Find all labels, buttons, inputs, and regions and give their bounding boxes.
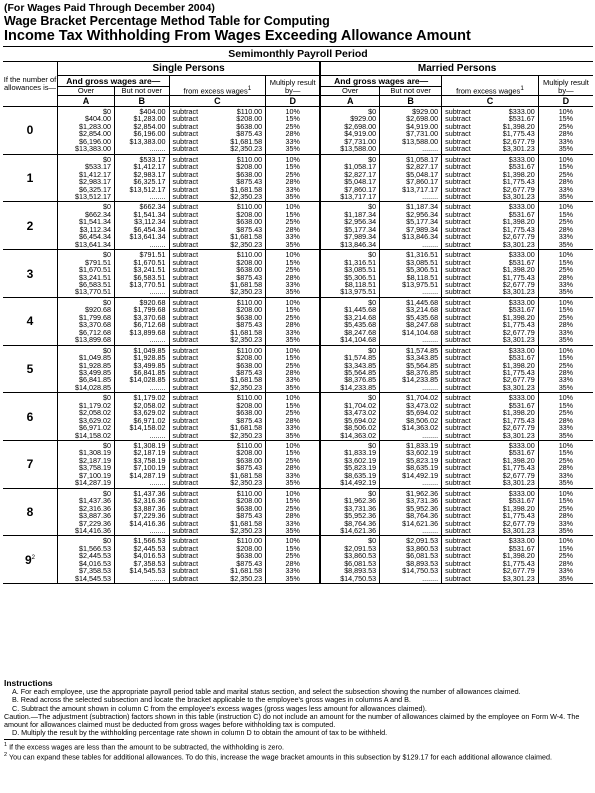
- allowance-number: 4: [26, 314, 34, 329]
- married-not-over-values: [380, 107, 442, 155]
- married-subtract-values: [442, 536, 539, 584]
- married-not-over-values: [380, 250, 442, 298]
- single-over-values: $0 $533.17 $1,412.17 $2,983.17 $6,325.17 $13,512.17: [58, 154, 115, 202]
- allowance-block: [3, 202, 593, 250]
- married-not-over-values: [380, 345, 442, 393]
- col-b-letter: B: [115, 96, 170, 107]
- married-not-over-list: $1,833.19 $3,602.19 $5,823.19 $8,635.19 $14,492.19: [402, 441, 439, 480]
- single-not-over-values: [115, 441, 170, 489]
- married-not-over-values: [380, 154, 442, 202]
- single-not-over-values: [115, 154, 170, 202]
- single-not-over-values: [115, 107, 170, 155]
- married-rate-values: 10% 15% 25% 28% 33% 35%: [538, 202, 593, 250]
- married-subtract-amounts: $333.00 $531.67 $1,398.20 $1,775.43 $2,677.79 $3,301.23: [502, 488, 535, 536]
- married-subtract-amounts: $333.00 $531.67 $1,398.20 $1,775.43 $2,677.79 $3,301.23: [502, 536, 535, 583]
- allowance-number: 1: [26, 171, 34, 186]
- single-over-values: $0 $1,049.85 $1,928.85 $3,499.85 $6,841.85 $14,028.85: [58, 345, 115, 393]
- subtract-words: subtract subtract subtract subtract subtract subtract: [445, 107, 471, 154]
- married-over-values: $0 $1,833.19 $3,602.19 $5,823.19 $8,635.19 $14,492.19: [320, 441, 379, 489]
- subtract-words: subtract subtract subtract subtract subtract subtract: [445, 393, 471, 440]
- single-subtract-amounts: $110.00 $208.00 $638.00 $875.43 $1,681.58 $2,350.23: [230, 488, 263, 536]
- single-subtract-amounts: $110.00 $208.00 $638.00 $875.43 $1,681.58 $2,350.23: [230, 536, 263, 583]
- single-rate-values: 10% 15% 25% 28% 33% 35%: [266, 107, 321, 155]
- allowance-number: 8: [26, 505, 34, 520]
- married-subtract-amounts: $333.00 $531.67 $1,398.20 $1,775.43 $2,677.79 $3,301.23: [502, 202, 535, 249]
- allowance-count: [3, 345, 58, 393]
- married-rate-values: 10% 15% 25% 28% 33% 35%: [538, 393, 593, 441]
- single-not-over-values: [115, 250, 170, 298]
- married-not-over-values: [380, 441, 442, 489]
- single-over-header: Over: [58, 87, 115, 96]
- married-over-values: $0 $1,316.51 $3,085.51 $5,306.51 $8,118.51 $13,975.51: [320, 250, 379, 298]
- married-from-excess-header: [442, 76, 539, 96]
- subtract-words: subtract subtract subtract subtract subtract subtract: [172, 345, 199, 392]
- married-subtract-amounts: $333.00 $531.67 $1,398.20 $1,775.43 $2,677.79 $3,301.23: [502, 107, 535, 154]
- married-over-values: $0 $1,187.34 $2,956.34 $5,177.34 $7,989.34 $13,846.34: [320, 202, 379, 250]
- single-rate-values: 10% 15% 25% 28% 33% 35%: [266, 154, 321, 202]
- single-not-over-values: [115, 202, 170, 250]
- open-ended-dots: ........: [149, 478, 166, 488]
- open-ended-dots: ........: [422, 478, 439, 488]
- open-ended-dots: ........: [422, 573, 439, 583]
- single-subtract-values: [169, 393, 266, 441]
- allowance-count: [3, 536, 58, 584]
- married-subtract-amounts: $333.00 $531.67 $1,398.20 $1,775.43 $2,677.79 $3,301.23: [502, 393, 535, 440]
- footnote-2-marker: 2: [4, 752, 8, 759]
- single-not-over-list: $404.00 $1,283.00 $2,854.00 $6,196.00 $13,383.00: [129, 107, 166, 146]
- footnote-marker: 1: [520, 84, 524, 92]
- married-not-over-values: [380, 297, 442, 345]
- col-c-letter: C: [442, 96, 539, 107]
- married-over-values: $0 $1,704.02 $3,473.02 $5,694.02 $8,506.02 $14,363.02: [320, 393, 379, 441]
- single-over-values: $0 $1,566.53 $2,445.53 $4,016.53 $7,358.53 $14,545.53: [58, 536, 115, 584]
- married-not-over-values: [380, 202, 442, 250]
- subtract-words: subtract subtract subtract subtract subtract subtract: [172, 441, 199, 488]
- single-rate-values: 10% 15% 25% 28% 33% 35%: [266, 441, 321, 489]
- instruction-b: B. Read across the selected subsection and locate the bracket applicable to the employee's gross wages in columns A and B.: [12, 695, 411, 705]
- married-not-over-list: $1,187.34 $2,956.34 $5,177.34 $7,989.34 $13,846.34: [402, 202, 439, 242]
- married-over-values: $0 $1,058.17 $2,827.17 $5,048.17 $7,860.17 $13,717.17: [320, 154, 379, 202]
- single-not-over-values: [115, 393, 170, 441]
- married-subtract-values: [442, 250, 539, 298]
- married-not-over-list: $1,445.68 $3,214.68 $5,435.68 $8,247.68 $14,104.68: [402, 297, 439, 337]
- single-not-over-list: $1,308.19 $2,187.19 $3,758.19 $7,100.19 $14,287.19: [129, 441, 166, 480]
- married-subtract-values: [442, 202, 539, 250]
- married-not-over-values: [380, 536, 442, 584]
- married-subtract-values: [442, 154, 539, 202]
- single-over-values: $0 $791.51 $1,670.51 $3,241.51 $6,583.51 $13,770.51: [58, 250, 115, 298]
- col-d-letter: D: [538, 96, 593, 107]
- subtract-words: subtract subtract subtract subtract subtract subtract: [172, 202, 199, 249]
- married-subtract-values: [442, 488, 539, 536]
- single-not-over-list: $1,566.53 $2,445.53 $4,016.53 $7,358.53 $14,545.53: [129, 536, 166, 576]
- open-ended-dots: ........: [149, 287, 166, 297]
- married-over-values: $0 $2,091.53 $3,860.53 $6,081.53 $8,893.53 $14,750.53: [320, 536, 379, 584]
- married-over-values: $0 $929.00 $2,698.00 $4,919.00 $7,731.00 $13,588.00: [320, 107, 379, 155]
- married-over-values: $0 $1,962.36 $3,731.36 $5,952.36 $8,764.36 $14,621.36: [320, 488, 379, 536]
- single-rate-values: 10% 15% 25% 28% 33% 35%: [266, 345, 321, 393]
- single-not-over-list: $920.68 $1,799.68 $3,370.68 $6,712.68 $13,899.68: [129, 297, 166, 337]
- married-over-header: Over: [320, 87, 379, 96]
- col-a-letter: A: [320, 96, 379, 107]
- from-excess-label: from excess wages: [456, 86, 521, 95]
- header-subtitle: Wage Bracket Percentage Method Table for Computing: [4, 14, 330, 28]
- married-rate-values: 10% 15% 25% 28% 33% 35%: [538, 107, 593, 155]
- allowance-number: 2: [26, 218, 34, 233]
- allowance-block: [3, 345, 593, 393]
- single-rate-values: 10% 15% 25% 28% 33% 35%: [266, 250, 321, 298]
- single-over-values: $0 $1,437.36 $2,316.36 $3,887.36 $7,229.36 $14,416.36: [58, 488, 115, 536]
- married-subtract-amounts: $333.00 $531.67 $1,398.20 $1,775.43 $2,677.79 $3,301.23: [502, 345, 535, 392]
- subtract-words: subtract subtract subtract subtract subtract subtract: [445, 345, 471, 392]
- open-ended-dots: ........: [149, 430, 166, 440]
- footnote-marker: 2: [31, 554, 36, 561]
- married-over-values: $0 $1,445.68 $3,214.68 $5,435.68 $8,247.68 $14,104.68: [320, 297, 379, 345]
- subtract-words: subtract subtract subtract subtract subtract subtract: [445, 297, 471, 345]
- withholding-table: [3, 46, 593, 584]
- single-subtract-values: [169, 441, 266, 489]
- open-ended-dots: ........: [149, 573, 166, 583]
- allowance-block: [3, 250, 593, 298]
- instruction-c: C. Subtract the amount shown in column C from the employee's excess wages (gross wages less amount for allowances claimed).: [12, 703, 427, 713]
- col-d-letter: D: [266, 96, 321, 107]
- married-rate-values: 10% 15% 25% 28% 33% 35%: [538, 441, 593, 489]
- open-ended-dots: ........: [149, 335, 166, 345]
- single-not-over-values: [115, 345, 170, 393]
- allowance-number: 5: [26, 361, 34, 376]
- married-rate-values: 10% 15% 25% 28% 33% 35%: [538, 345, 593, 393]
- single-subtract-amounts: $110.00 $208.00 $638.00 $875.43 $1,681.58 $2,350.23: [230, 297, 263, 345]
- open-ended-dots: ........: [149, 382, 166, 392]
- open-ended-dots: ........: [422, 382, 439, 392]
- married-rate-values: 10% 15% 25% 28% 33% 35%: [538, 154, 593, 202]
- allowance-number: 9: [24, 552, 32, 567]
- married-persons-header: Married Persons: [320, 62, 593, 76]
- footnote-1-text: If the excess wages are less than the amount to be subtracted, the withholding is zero.: [9, 742, 284, 752]
- single-not-over-list: $1,179.02 $2,058.02 $3,629.02 $6,971.02 $14,158.02: [129, 393, 166, 433]
- married-subtract-values: [442, 345, 539, 393]
- single-subtract-amounts: $110.00 $208.00 $638.00 $875.43 $1,681.58 $2,350.23: [230, 202, 263, 249]
- single-over-values: $0 $1,308.19 $2,187.19 $3,758.19 $7,100.19 $14,287.19: [58, 441, 115, 489]
- single-subtract-values: [169, 345, 266, 393]
- allowance-count: [3, 250, 58, 298]
- allowance-block: [3, 393, 593, 441]
- single-gross-wages-header: And gross wages are—: [58, 76, 170, 87]
- allowance-block: [3, 107, 593, 155]
- open-ended-dots: ........: [149, 144, 166, 154]
- single-subtract-values: [169, 536, 266, 584]
- single-over-values: $0 $920.68 $1,799.68 $3,370.68 $6,712.68 $13,899.68: [58, 297, 115, 345]
- header-title: Income Tax Withholding From Wages Exceeding Allowance Amount: [4, 28, 471, 44]
- single-subtract-values: [169, 107, 266, 155]
- instructions-section: [4, 678, 592, 762]
- col-c-letter: C: [169, 96, 266, 107]
- subtract-words: subtract subtract subtract subtract subtract subtract: [445, 202, 471, 249]
- subtract-words: subtract subtract subtract subtract subtract subtract: [172, 250, 199, 297]
- married-rate-values: 10% 15% 25% 28% 33% 35%: [538, 536, 593, 584]
- single-not-over-values: [115, 488, 170, 536]
- col-a-letter: A: [58, 96, 115, 107]
- married-subtract-values: [442, 441, 539, 489]
- single-persons-header: Single Persons: [58, 62, 321, 76]
- allowance-blocks: [3, 107, 593, 584]
- single-subtract-values: [169, 488, 266, 536]
- married-not-over-list: $1,962.36 $3,731.36 $5,952.36 $8,764.36 $14,621.36: [402, 488, 439, 528]
- single-subtract-amounts: $110.00 $208.00 $638.00 $875.43 $1,681.58 $2,350.23: [230, 107, 263, 154]
- single-not-over-list: $791.51 $1,670.51 $3,241.51 $6,583.51 $13,770.51: [129, 250, 166, 289]
- allowance-number: 7: [26, 457, 34, 472]
- instruction-d: D. Multiply the result by the withholding percentage rate shown in column D to obtain the amount of tax to be withheld.: [12, 728, 388, 738]
- allowance-count: [3, 488, 58, 536]
- subtract-words: subtract subtract subtract subtract subtract subtract: [172, 393, 199, 440]
- single-subtract-amounts: $110.00 $208.00 $638.00 $875.43 $1,681.58 $2,350.23: [230, 154, 263, 201]
- single-subtract-amounts: $110.00 $208.00 $638.00 $875.43 $1,681.58 $2,350.23: [230, 441, 263, 488]
- single-subtract-values: [169, 202, 266, 250]
- caution-note: Caution.—The adjustment (subtraction) factors shown in this table (instruction C) do not include an amount for the number of allowances claimed by the employee on Form W-4. The amount for allowances claimed must be deducted from gross wages before withholding tax is computed.: [4, 711, 580, 730]
- subtract-words: subtract subtract subtract subtract subtract subtract: [172, 154, 199, 201]
- open-ended-dots: ........: [149, 526, 166, 536]
- single-rate-values: 10% 15% 25% 28% 33% 35%: [266, 536, 321, 584]
- open-ended-dots: ........: [422, 335, 439, 345]
- single-subtract-values: [169, 297, 266, 345]
- allowance-block: [3, 154, 593, 202]
- married-not-over-list: $929.00 $2,698.00 $4,919.00 $7,731.00 $13,588.00: [402, 107, 439, 146]
- allowance-block: [3, 441, 593, 489]
- married-gross-wages-header: And gross wages are—: [320, 76, 441, 87]
- allowance-count: [3, 154, 58, 202]
- instruction-a: A. For each employee, use the appropriate payroll period table and marital status section, and select the subsection showing the number of allowances claimed.: [12, 687, 521, 696]
- subtract-words: subtract subtract subtract subtract subtract subtract: [172, 488, 199, 536]
- payroll-period-title: Semimonthly Payroll Period: [3, 47, 593, 62]
- single-not-over-list: $1,049.85 $1,928.85 $3,499.85 $6,841.85 $14,028.85: [129, 345, 166, 385]
- married-subtract-amounts: $333.00 $531.67 $1,398.20 $1,775.43 $2,677.79 $3,301.23: [502, 297, 535, 345]
- subtract-words: subtract subtract subtract subtract subtract subtract: [445, 441, 471, 488]
- single-not-over-values: [115, 297, 170, 345]
- allowance-number: 6: [26, 409, 34, 424]
- married-subtract-amounts: $333.00 $531.67 $1,398.20 $1,775.43 $2,677.79 $3,301.23: [502, 441, 535, 488]
- allowance-count: [3, 107, 58, 155]
- single-rate-values: 10% 15% 25% 28% 33% 35%: [266, 297, 321, 345]
- subtract-words: subtract subtract subtract subtract subtract subtract: [172, 297, 199, 345]
- married-rate-values: 10% 15% 25% 28% 33% 35%: [538, 297, 593, 345]
- single-subtract-values: [169, 154, 266, 202]
- single-over-values: $0 $662.34 $1,541.34 $3,112.34 $6,454.34 $13,641.34: [58, 202, 115, 250]
- allowance-count: [3, 393, 58, 441]
- single-rate-values: 10% 15% 25% 28% 33% 35%: [266, 393, 321, 441]
- subtract-words: subtract subtract subtract subtract subtract subtract: [172, 107, 199, 154]
- open-ended-dots: ........: [422, 526, 439, 536]
- allowance-count: [3, 441, 58, 489]
- footnote-marker: 1: [247, 84, 252, 92]
- single-from-excess-header: [169, 76, 266, 96]
- subtract-words: subtract subtract subtract subtract subtract subtract: [445, 536, 471, 583]
- married-not-over-list: $1,574.85 $3,343.85 $5,564.85 $8,376.85 $14,233.85: [402, 345, 439, 385]
- single-rate-values: 10% 15% 25% 28% 33% 35%: [266, 202, 321, 250]
- married-multiply-header: Multiply result by—: [538, 76, 593, 96]
- married-over-values: $0 $1,574.85 $3,343.85 $5,564.85 $8,376.85 $14,233.85: [320, 345, 379, 393]
- footnote-2: [4, 751, 592, 762]
- allowance-count: [3, 202, 58, 250]
- open-ended-dots: ........: [422, 430, 439, 440]
- col-b-letter: B: [380, 96, 442, 107]
- married-rate-values: 10% 15% 25% 28% 33% 35%: [538, 488, 593, 536]
- instructions-title: Instructions: [4, 678, 53, 688]
- document-header: [4, 2, 594, 44]
- allowance-count: [3, 297, 58, 345]
- married-not-over-list: $1,058.17 $2,827.17 $5,048.17 $7,860.17 $13,717.17: [402, 154, 439, 194]
- single-subtract-amounts: $110.00 $208.00 $638.00 $875.43 $1,681.58 $2,350.23: [230, 250, 263, 297]
- married-not-over-list: $2,091.53 $3,860.53 $6,081.53 $8,893.53 $14,750.53: [402, 536, 439, 576]
- from-excess-label: from excess wages: [183, 86, 248, 95]
- subtract-words: subtract subtract subtract subtract subtract subtract: [445, 154, 471, 201]
- open-ended-dots: ........: [149, 239, 166, 249]
- single-not-over-values: [115, 536, 170, 584]
- footnote-divider: [4, 739, 124, 740]
- married-not-over-values: [380, 393, 442, 441]
- subtract-words: subtract subtract subtract subtract subtract subtract: [445, 250, 471, 297]
- open-ended-dots: ........: [422, 144, 439, 154]
- subtract-words: subtract subtract subtract subtract subtract subtract: [172, 536, 199, 583]
- married-subtract-values: [442, 297, 539, 345]
- married-subtract-values: [442, 393, 539, 441]
- single-not-over-list: $1,437.36 $2,316.36 $3,887.36 $7,229.36 $14,416.36: [129, 488, 166, 528]
- open-ended-dots: ........: [422, 287, 439, 297]
- open-ended-dots: ........: [149, 191, 166, 201]
- single-rate-values: 10% 15% 25% 28% 33% 35%: [266, 488, 321, 536]
- single-multiply-header: Multiply result by—: [266, 76, 321, 96]
- allowance-block: [3, 488, 593, 536]
- married-not-over-list: $1,316.51 $3,085.51 $5,306.51 $8,118.51 $13,975.51: [402, 250, 439, 289]
- single-not-over-header: But not over: [115, 87, 170, 96]
- married-not-over-values: [380, 488, 442, 536]
- single-over-values: $0 $404.00 $1,283.00 $2,854.00 $6,196.00 $13,383.00: [58, 107, 115, 155]
- allowances-header: If the number of allowances is—: [3, 62, 58, 107]
- married-subtract-values: [442, 107, 539, 155]
- footnote-1-marker: 1: [4, 741, 8, 748]
- single-subtract-amounts: $110.00 $208.00 $638.00 $875.43 $1,681.58 $2,350.23: [230, 345, 263, 392]
- single-over-values: $0 $1,179.02 $2,058.02 $3,629.02 $6,971.02 $14,158.02: [58, 393, 115, 441]
- footnote-1: [4, 741, 592, 752]
- single-not-over-list: $533.17 $1,412.17 $2,983.17 $6,325.17 $13,512.17: [129, 154, 166, 194]
- allowance-block: [3, 297, 593, 345]
- subtract-words: subtract subtract subtract subtract subtract subtract: [445, 488, 471, 536]
- married-not-over-list: $1,704.02 $3,473.02 $5,694.02 $8,506.02 $14,363.02: [402, 393, 439, 433]
- allowance-number: 3: [26, 266, 34, 281]
- allowance-block: [3, 536, 593, 584]
- header-period-note: (For Wages Paid Through December 2004): [4, 2, 215, 14]
- married-subtract-amounts: $333.00 $531.67 $1,398.20 $1,775.43 $2,677.79 $3,301.23: [502, 250, 535, 297]
- married-rate-values: 10% 15% 25% 28% 33% 35%: [538, 250, 593, 298]
- single-subtract-values: [169, 250, 266, 298]
- footnote-2-text: You can expand these tables for additional allowances. To do this, increase the wage bracket amounts in this subsection by $129.17 for each additional allowance claimed.: [8, 752, 552, 762]
- open-ended-dots: ........: [422, 239, 439, 249]
- single-not-over-list: $662.34 $1,541.34 $3,112.34 $6,454.34 $13,641.34: [129, 202, 166, 242]
- single-subtract-amounts: $110.00 $208.00 $638.00 $875.43 $1,681.58 $2,350.23: [230, 393, 263, 440]
- married-not-over-header: But not over: [380, 87, 442, 96]
- allowance-number: 0: [26, 123, 34, 138]
- open-ended-dots: ........: [422, 191, 439, 201]
- married-subtract-amounts: $333.00 $531.67 $1,398.20 $1,775.43 $2,677.79 $3,301.23: [502, 154, 535, 201]
